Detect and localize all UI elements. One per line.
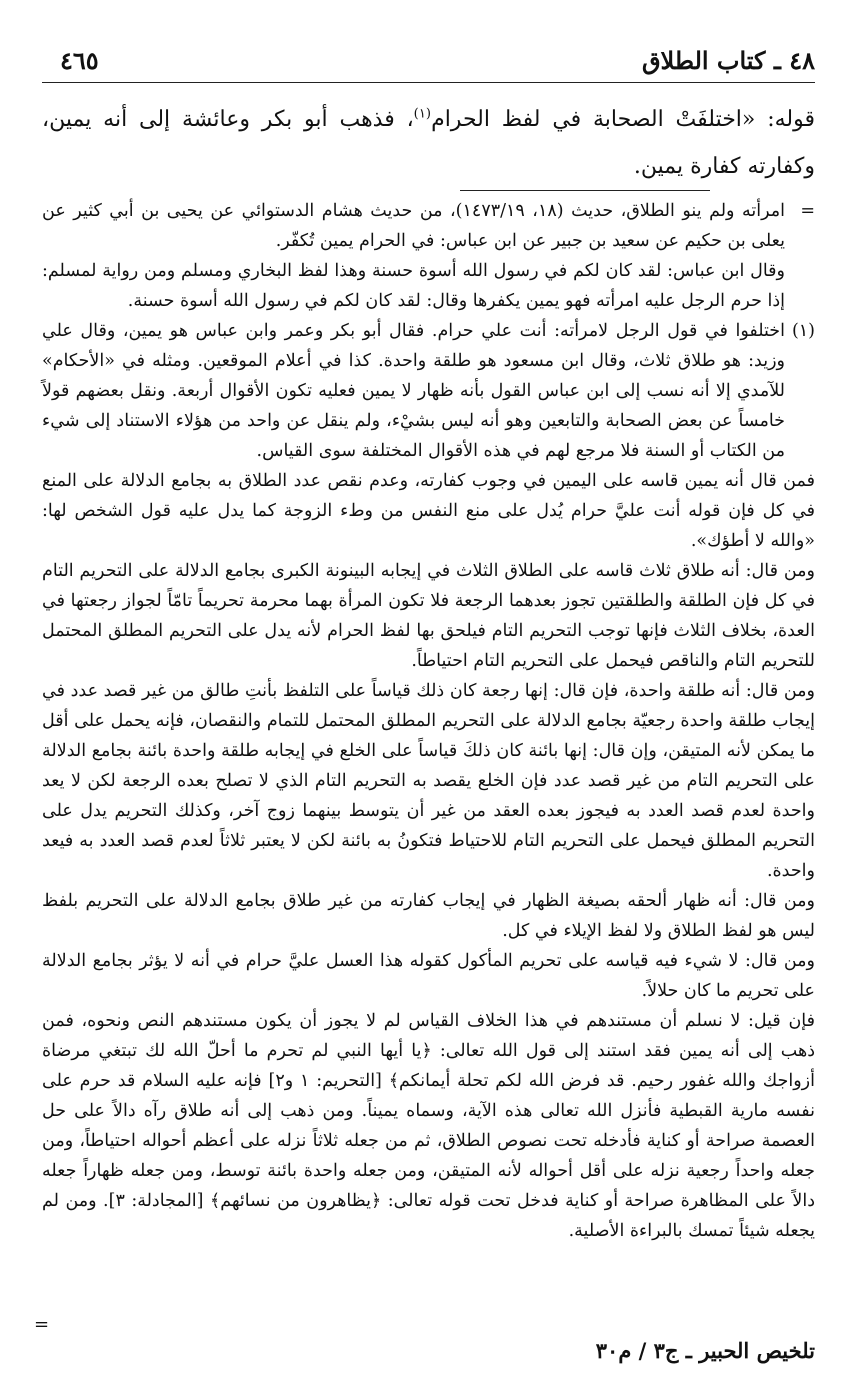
main-text (42, 96, 815, 190)
continuation-mark: = (800, 201, 815, 221)
footnote-paragraph: ومن قال: أنه طلاق ثلاث قاسه على الطلاق الثلاث في إيجابه البينونة الكبرى بجامع الدلالة على التحريم التام في كل فإن الطلقة والطلقتين تجوز بعدهما الرجعة فلا تكون المرأة بهما محرمة تحريماً تامّاً لجواز رجعتها في العدة، بخلاف الثلاث فإنها توجب التحريم التام فيلحق بها لفظ الحرام لأنه يدل على التحريم المطلق المحتمل للتحريم التام والناقص فيحمل على التحريم التام احتياطاً. (42, 561, 815, 671)
page-footer (596, 1338, 815, 1363)
footnotes (42, 196, 815, 1246)
continuation-paragraph: امرأته ولم ينو الطلاق، حديث (١٨، ١٤٧٣/١٩)، من حديث هشام الدستوائي عن يحيى بن أبي كثير عن يعلى بن حكيم عن سعيد بن جبير عن ابن عباس: في الحرام يمين تُكفّر. (42, 201, 785, 251)
footnote-paragraph: اختلفوا في قول الرجل لامرأته: أنت علي حرام. فقال أبو بكر وعمر وابن عباس هو يمين، وقال علي وزيد: هو طلاق ثلاث، وقال ابن مسعود هو طلقة واحدة. كذا في أعلام الموقعين. ومثله في «الأحكام» للآمدي إلا أنه نسب إلى ابن عباس القول بأنه ظهار لا يمين فعليه تكون الأقوال أربعة. ونقل بعضهم قولاً خامساً عن بعض الصحابة والتابعين وهو أنه ليس بشيْء، ولم ينقل عن واحد من هؤلاء الاستناد إلى شيء من الكتاب أو السنة فلا مرجع لهم في هذه الأقوال المختلفة سوى القياس. (42, 321, 785, 461)
main-text-after-ref: ، فذهب أبو بكر وعائشة إلى أنه يمين، وكفارته كفارة يمين. (42, 107, 815, 179)
footnote-paragraph: ومن قال: أنه ظهار ألحقه بصيغة الظهار في إيجاب كفارته من غير طلاق بجامع الدلالة على التحريم بلفظ ليس هو لفظ الطلاق ولا لفظ الإيلاء في كل. (42, 891, 815, 941)
footnote-1 (42, 316, 815, 466)
page-header (42, 40, 815, 83)
footnote-paragraph: فإن قيل: لا نسلم أن مستندهم في هذا الخلاف القياس لم لا يجوز أن يكون مستندهم النص ونحوه، فمن ذهب إلى أنه يمين فقد استند إلى قول الله تعالى: ﴿يا أيها النبي لم تحرم ما أحلّ الله لك تبتغي مرضاة أزواجك والله غفور رحيم. قد فرض الله لكم تحلة أيمانكم﴾ [التحريم: ١ و٢] فإنه عليه السلام قد حرم على نفسه مارية القبطية فأنزل الله تعالى هذه الآية، وسماه يميناً. ومن ذهب إلى أنه طلاق رآه دالاً على حل العصمة صراحة أو كناية فأدخله تحت نصوص الطلاق، ثم من جعله ثلاثاً نزله على أعظم أحواله احتياطاً، ومن جعله واحداً رجعية نزله على أقل أحواله لأنه المتيقن، ومن جعله واحدة بائنة توسط، ومن جعله ظهاراً جعله دالاً على المظاهرة صراحة أو كناية فدخل تحت قوله تعالى: ﴿يظاهرون من نسائهم﴾ [المجادلة: ٣]. ومن لم يجعله شيئاً تمسك بالبراءة الأصلية. (42, 1011, 816, 1241)
footnote-end-mark: = (34, 1314, 50, 1335)
footnote-marker: (١) (791, 321, 815, 341)
footnote-paragraph: فمن قال أنه يمين قاسه على اليمين في وجوب كفارته، وعدم نقص عدد الطلاق به بجامع الدلالة على المنع في كل فإن قوله أنت عليَّ حرام يُدل على منع النفس من وطء الزوجة كما يدل عليه قول الشخص لها: «والله لا أطؤك». (42, 471, 815, 551)
chapter-title: ٤٨ ـ كتاب الطلاق (641, 46, 815, 75)
footnote-1-body (42, 466, 815, 1246)
footnote-continuation (42, 196, 815, 316)
main-text-before-ref: قوله: «اختلفَتْ الصحابة في لفظ الحرام (431, 107, 815, 132)
page-number: ٤٦٥ (60, 46, 99, 75)
footnote-reference[interactable]: (١) (413, 106, 432, 122)
signature-line: تلخيص الحبير ـ ج٣ / م٣٠ (595, 1338, 815, 1363)
continuation-paragraph: وقال ابن عباس: لقد كان لكم في رسول الله أسوة حسنة وهذا لفظ البخاري ومسلم ومن رواية لمسلم: إذا حرم الرجل عليه امرأته فهو يمين يكفرها وقال: لقد كان لكم في رسول الله أسوة حسنة. (42, 261, 785, 311)
main-paragraph (42, 96, 815, 190)
footnote-paragraph: ومن قال: أنه طلقة واحدة، فإن قال: إنها رجعة كان ذلك قياساً على التلفظ بأنتِ طالق من غير قصد عدد في إيجاب طلقة واحدة رجعيّة بجامع الدلالة على التحريم المطلق المحتمل للتمام والنقصان، فإنه يحمل على أقل ما يمكن لأنه المتيقن، وإن قال: إنها بائنة كان ذلكَ قياساً على الخلع في إيجابه طلقة واحدة بائنة بجامع الدلالة على التحريم التام من غير قصد عدد فإن الخلع يقصد به التحريم التام الذي لا تصلح بعده الرجعة لكن لا يعد واحدة لعدم قصد العدد به فيجوز بعده العقد من غير أن يتوسط بينهما زوج آخر، وكذلك التحريم يدل على التحريم المطلق فيحمل على التحريم التام للاحتياط فتكونُ به بائنة لكن لا يعتبر ثلاثاً لعدم قصد العدد به فيعد واحدة. (42, 681, 815, 881)
footnote-paragraph: ومن قال: لا شيء فيه قياسه على تحريم المأكول كقوله هذا العسل عليَّ حرام في أنه لا يؤثر بجامع الدلالة على تحريم ما كان حلالاً. (42, 951, 815, 1001)
footnote-separator (460, 190, 710, 191)
